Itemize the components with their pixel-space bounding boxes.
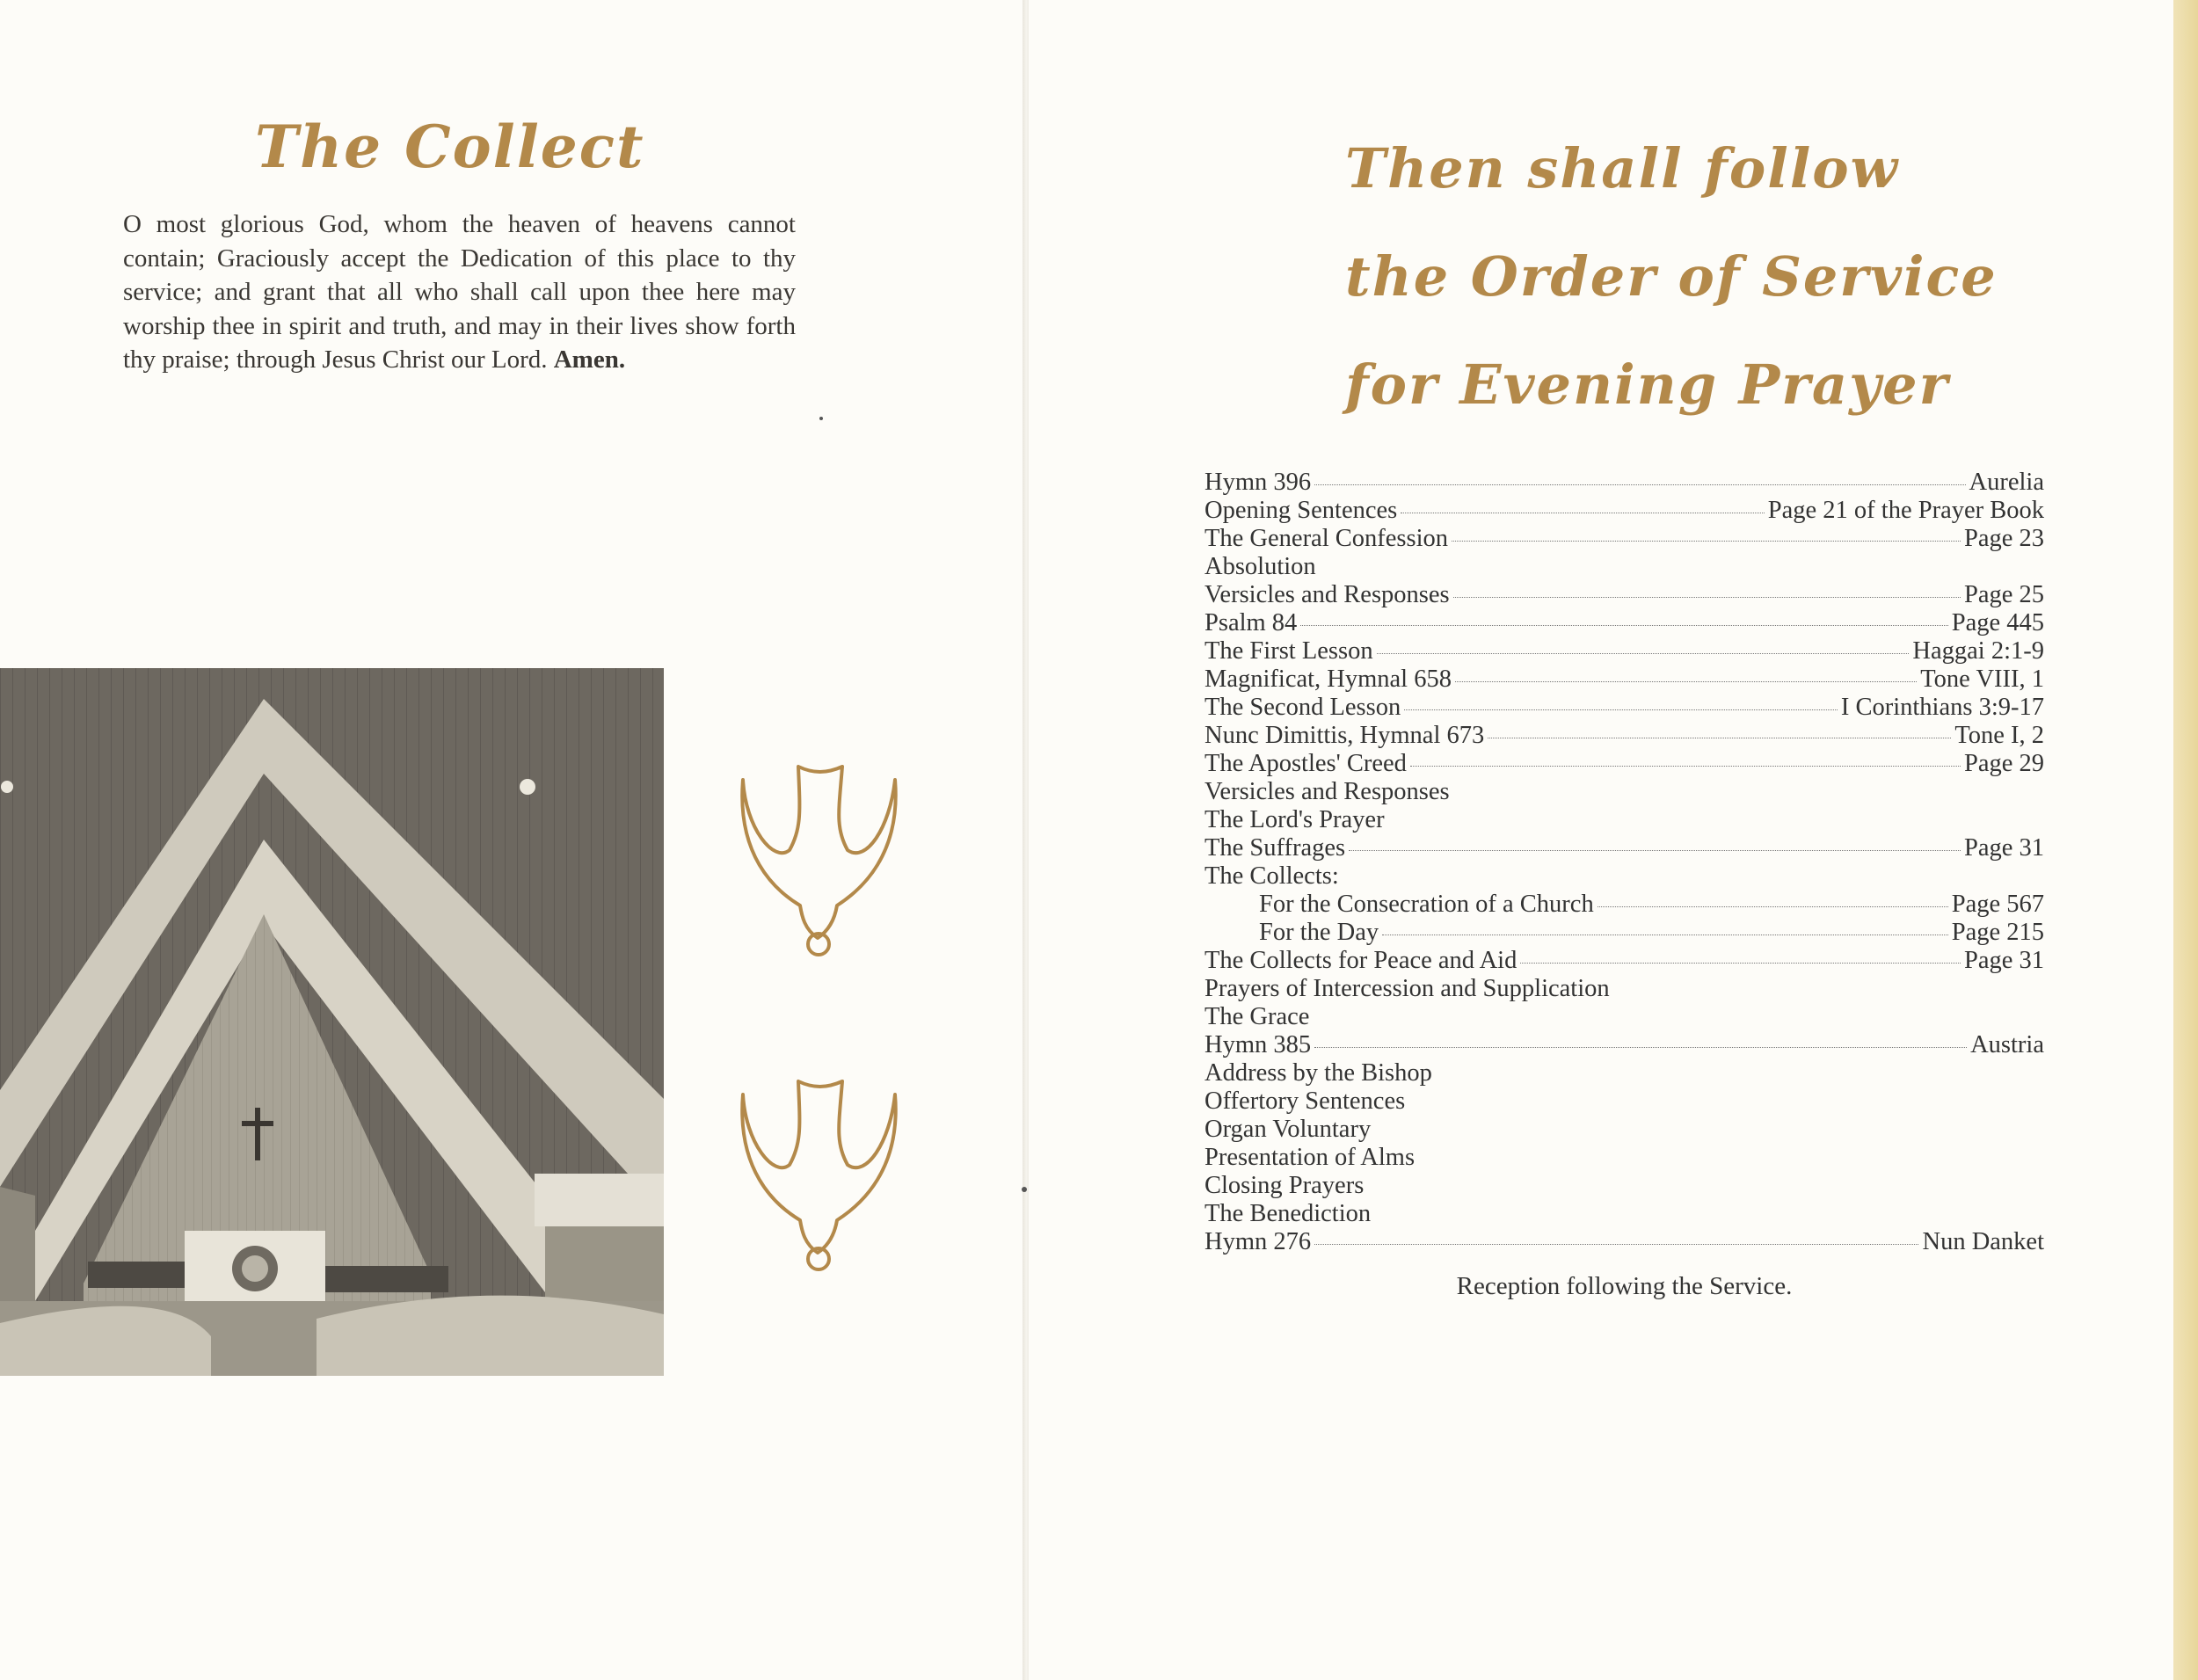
title-line: Then shall follow <box>1345 136 1900 200</box>
dot-leader <box>1520 963 1961 964</box>
order-item-reference: Page 21 of the Prayer Book <box>1767 497 2044 524</box>
order-item <box>1205 637 2044 665</box>
title-line: for Evening Prayer <box>1345 353 1950 417</box>
order-item <box>1205 947 2044 975</box>
order-item <box>1205 834 2044 862</box>
order-item-reference: Page 215 <box>1951 919 2044 946</box>
order-item <box>1205 1087 2044 1116</box>
title-line: the Order of Service <box>1345 244 1998 309</box>
order-item-label: The General Confession <box>1205 525 1448 552</box>
order-item-label: Hymn 385 <box>1205 1031 1312 1058</box>
order-item-reference: Page 567 <box>1951 891 2044 918</box>
paper-speck <box>819 417 823 420</box>
dove-icon <box>739 1073 906 1279</box>
dot-leader <box>1314 1244 1918 1245</box>
order-item-reference: Page 29 <box>1963 750 2044 777</box>
dot-leader <box>1598 906 1948 907</box>
dove-icon <box>739 758 906 964</box>
order-item-label: Prayers of Intercession and Supplication <box>1205 975 1610 1002</box>
church-interior-photo <box>0 668 664 1376</box>
reception-note: Reception following the Service. <box>1456 1272 1793 1300</box>
order-item-reference: Page 31 <box>1963 947 2044 974</box>
order-of-service-title <box>1345 114 2013 439</box>
order-item-label: For the Consecration of a Church <box>1259 891 1594 918</box>
order-item-label: The Lord's Prayer <box>1205 806 1385 833</box>
dot-leader <box>1410 766 1961 767</box>
order-item-label: Presentation of Alms <box>1205 1144 1416 1171</box>
order-item-label: The Suffrages <box>1205 834 1346 862</box>
order-item-reference: Tone VIII, 1 <box>1920 665 2044 693</box>
order-item <box>1205 862 2044 891</box>
order-item-label: For the Day <box>1259 919 1379 946</box>
order-item <box>1205 609 2044 637</box>
order-item <box>1205 1059 2044 1087</box>
order-item-label: Hymn 276 <box>1205 1228 1312 1255</box>
order-item-reference: Tone I, 2 <box>1954 722 2044 749</box>
order-item <box>1205 1003 2044 1031</box>
order-item-label: Hymn 396 <box>1205 469 1312 496</box>
order-item-reference: Haggai 2:1-9 <box>1912 637 2044 665</box>
order-item-reference: Page 25 <box>1963 581 2044 608</box>
collect-text <box>123 207 796 377</box>
order-item-label: Absolution <box>1205 553 1316 580</box>
paper-edge <box>2173 0 2198 1680</box>
order-item-reference: Page 31 <box>1963 834 2044 862</box>
order-item-label: Closing Prayers <box>1205 1172 1365 1199</box>
order-item-label: Versicles and Responses <box>1205 778 1450 805</box>
order-item <box>1205 919 2044 947</box>
order-item <box>1205 975 2044 1003</box>
order-item <box>1205 497 2044 525</box>
dot-leader <box>1404 709 1838 710</box>
order-item-label: The Second Lesson <box>1205 694 1401 721</box>
order-item-reference: Nun Danket <box>1922 1228 2044 1255</box>
order-item <box>1205 553 2044 581</box>
order-item <box>1205 1116 2044 1144</box>
order-item-label: Magnificat, Hymnal 658 <box>1205 665 1452 693</box>
order-item <box>1205 1031 2044 1059</box>
collect-amen: Amen. <box>553 345 626 374</box>
order-item <box>1205 581 2044 609</box>
order-item-label: The Benediction <box>1205 1200 1372 1227</box>
order-item-reference: Aurelia <box>1969 469 2044 496</box>
order-item-label: Offertory Sentences <box>1205 1087 1406 1115</box>
order-item <box>1205 469 2044 497</box>
order-item <box>1205 1200 2044 1228</box>
dot-leader <box>1300 625 1947 626</box>
paper-speck <box>1022 1187 1027 1192</box>
order-item <box>1205 665 2044 694</box>
dot-leader <box>1452 541 1961 542</box>
order-item-label: Address by the Bishop <box>1205 1059 1432 1087</box>
order-item <box>1205 778 2044 806</box>
order-item <box>1205 525 2044 553</box>
order-of-service-list <box>1205 469 2044 1256</box>
order-item-reference: I Corinthians 3:9-17 <box>1840 694 2044 721</box>
order-item-label: The Apostles' Creed <box>1205 750 1407 777</box>
order-item-label: Opening Sentences <box>1205 497 1398 524</box>
dot-leader <box>1455 681 1917 682</box>
order-item <box>1205 694 2044 722</box>
order-item <box>1205 1172 2044 1200</box>
dot-leader <box>1453 597 1961 598</box>
order-item-label: The Collects for Peace and Aid <box>1205 947 1517 974</box>
order-item-label: The Grace <box>1205 1003 1310 1030</box>
dot-leader <box>1314 1047 1967 1048</box>
order-item-reference: Page 445 <box>1951 609 2044 636</box>
dot-leader <box>1314 484 1965 485</box>
order-item <box>1205 722 2044 750</box>
order-item <box>1205 806 2044 834</box>
order-item-label: The First Lesson <box>1205 637 1373 665</box>
order-item-label: Versicles and Responses <box>1205 581 1450 608</box>
dot-leader <box>1349 850 1961 851</box>
order-item-label: Nunc Dimittis, Hymnal 673 <box>1205 722 1485 749</box>
dot-leader <box>1377 653 1910 654</box>
order-item <box>1205 1228 2044 1256</box>
order-item-reference: Austria <box>1970 1031 2044 1058</box>
order-item-label: The Collects: <box>1205 862 1339 890</box>
order-item <box>1205 1144 2044 1172</box>
order-item <box>1205 891 2044 919</box>
order-item <box>1205 750 2044 778</box>
order-item-label: Psalm 84 <box>1205 609 1298 636</box>
collect-title: The Collect <box>255 113 645 181</box>
collect-body: O most glorious God, whom the heaven of heavens cannot contain; Graciously accept the Dedication of this place to thy service; and grant that all who shall call upon thee here may worship thee in spirit and truth, and may in their lives show forth thy praise; through Jesus Christ our Lord. <box>123 210 796 374</box>
order-item-reference: Page 23 <box>1963 525 2044 552</box>
order-item-label: Organ Voluntary <box>1205 1116 1372 1143</box>
